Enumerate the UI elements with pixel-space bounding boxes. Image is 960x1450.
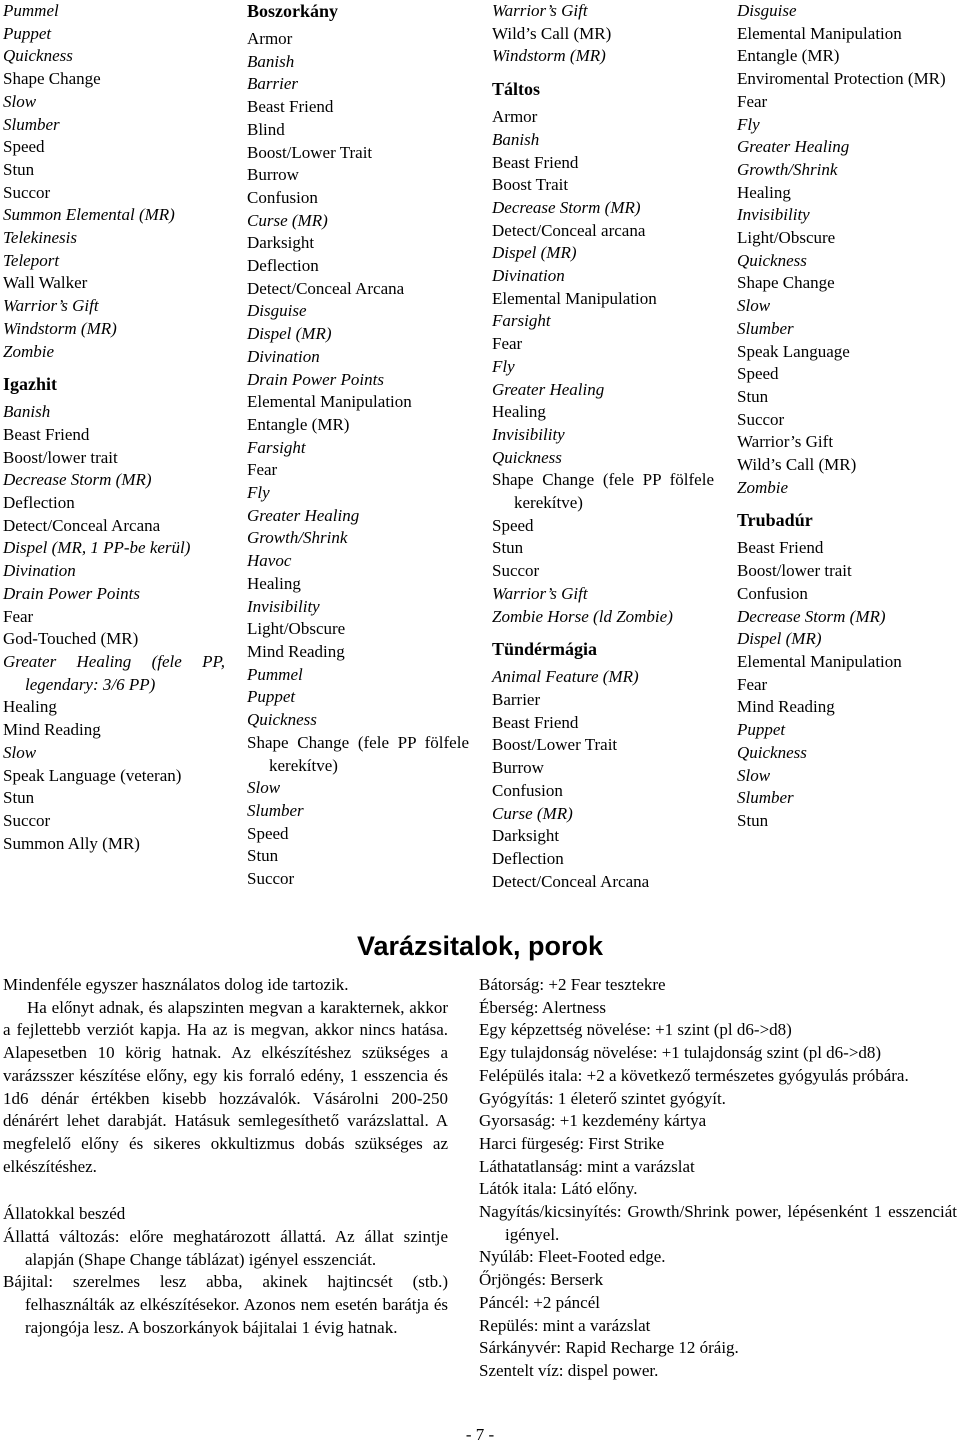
spell-item: Stun [737,386,769,406]
spell-item: Warrior’s Gift [3,296,99,316]
spell-item: Slow [3,742,37,762]
spell-item: Slow [247,778,281,798]
spell-item: Drain Power Points [3,583,140,603]
spell-item: Deflection [3,493,75,513]
spell-item: Armor [492,107,538,127]
spell-item: Shape Change (fele PP fölfele kerekítve) [247,732,469,775]
spell-item: Burrow [492,758,544,778]
spell-item: Elemental Manipulation [737,23,902,43]
spell-item: Stun [3,788,35,808]
potion-entry: Gyorsaság: +1 kezdemény kártya [479,1111,707,1131]
spell-item: Confusion [492,780,563,800]
spell-item: Fear [3,606,34,626]
potion-entry: Látók itala: Látó előny. [479,1179,638,1199]
spell-item: Quickness [492,447,562,467]
spell-item: Succor [492,561,540,581]
spell-item: Speed [3,137,45,157]
spell-item: Fear [737,674,768,694]
spell-item: Dispel (MR) [492,243,577,263]
spell-item: Burrow [247,165,299,185]
spell-item: Healing [492,402,546,422]
spell-item: Invisibility [247,596,320,616]
potion-entry: Felépülés itala: +2 a következő természetes gyógyulás próbára. [479,1065,909,1085]
intro-first-line: Mindenféle egyszer használatos dolog ide tartozik. [3,975,349,994]
spell-item: God-Touched (MR) [3,629,139,649]
spell-item: Warrior’s Gift [737,432,834,452]
spell-item: Succor [3,810,51,830]
spell-item: Succor [3,182,51,202]
spell-item: Dispel (MR) [737,629,822,649]
spell-item: Speed [247,823,289,843]
spell-item: Zombie [3,341,54,361]
potion-entry: Nyúláb: Fleet-Footed edge. [479,1247,666,1267]
spell-item: Slumber [737,788,794,808]
spell-item: Greater Healing (fele PP, legendary: 3/6 PP) [3,651,225,694]
spell-item: Fear [492,334,523,354]
potion-entry: Éberség: Alertness [479,997,606,1017]
spell-item: Boost Trait [492,175,569,195]
potion-entry: Bájital: szerelmes lesz abba, akinek hajtincsét (stb.) felhasználták az elkészítésekor. Azonos nem esetén barátja és rajongója lesz. A boszorkányok bájitalai 1 évig hatnak. [3,1272,448,1337]
spell-item: Fear [247,460,278,480]
spell-item: Greater Healing [737,137,850,157]
spell-item: Darksight [492,826,560,846]
spell-item: Windstorm (MR) [492,46,606,66]
potion-entry: Őrjöngés: Berserk [479,1270,604,1290]
spell-item: Warrior’s Gift [492,1,588,20]
spell-item: Zombie Horse (ld Zombie) [492,606,673,626]
spell-item: Detect/Conceal Arcana [247,278,405,298]
spell-item: Elemental Manipulation [492,288,657,308]
spell-item: Confusion [247,187,318,207]
spell-item: Quickness [3,46,73,66]
spell-item: Quickness [737,250,807,270]
spell-item: Speak Language (veteran) [3,765,182,785]
spell-item: Detect/Conceal Arcana [3,515,161,535]
spell-item: Succor [737,409,785,429]
spell-item: Speak Language [737,341,850,361]
potion-entry: Sárkányvér: Rapid Recharge 12 óráig. [479,1338,739,1358]
potion-list-right [479,974,957,1383]
section-title: Varázsitalok, porok [356,931,604,961]
spell-item: Decrease Storm (MR) [492,197,641,217]
spell-item: Boost/lower trait [737,561,852,581]
spell-item: Decrease Storm (MR) [737,606,886,626]
spell-item: Fear [737,91,768,111]
potion-entry: Állattá változás: előre meghatározott állattá. Az állat szintje alapján (Shape Change táblázat) igényel esszenciát. [3,1227,448,1269]
spell-item: Barrier [492,689,541,709]
potion-entry: Bátorság: +2 Fear tesztekre [479,975,666,994]
spell-item: Slumber [247,800,304,820]
spell-item: Invisibility [737,205,810,225]
spell-item: Banish [247,51,295,71]
potion-entry: Egy tulajdonság növelése: +1 tulajdonság szint (pl d6->d8) [479,1043,882,1063]
spell-item: Zombie [737,477,788,497]
spell-item: Mind Reading [3,720,101,740]
spell-item: Warrior’s Gift [492,583,588,603]
spell-item: Curse (MR) [492,803,573,823]
spell-column-2 [247,0,469,891]
spell-item: Teleport [3,250,60,270]
potion-entry: Szentelt víz: dispel power. [479,1360,659,1380]
section-heading: Igazhit [3,374,57,395]
spell-item: Confusion [737,583,808,603]
spell-item: Curse (MR) [247,210,328,230]
spell-item: Divination [492,266,565,286]
spell-item: Shape Change [737,273,835,293]
spell-item: Enviromental Protection (MR) [737,69,946,89]
spell-item: Entangle (MR) [247,414,350,434]
spell-item: Pummel [3,1,59,20]
spell-item: Healing [247,573,301,593]
spell-item: Slumber [3,114,60,134]
spell-item: Slow [737,765,771,785]
potion-entry: Repülés: mint a varázslat [479,1315,651,1335]
spell-item: Stun [737,810,769,830]
spell-item: Pummel [247,664,303,684]
page-number: - 7 - [465,1425,495,1444]
spell-item: Quickness [737,742,807,762]
spell-item: Puppet [247,687,296,707]
spell-item: Invisibility [492,424,565,444]
spell-item: Stun [247,846,279,866]
spell-item: Detect/Conceal arcana [492,220,646,240]
spell-item: Succor [247,869,295,889]
spell-item: Blind [247,119,285,139]
spell-column-3 [492,0,714,893]
spell-item: Darksight [247,233,315,253]
spell-item: Disguise [737,1,797,20]
spell-item: Summon Elemental (MR) [3,205,175,225]
spell-item: Dispel (MR) [247,324,332,344]
spell-item: Barrier [247,74,298,94]
potion-entry: Páncél: +2 páncél [479,1292,600,1312]
spell-item: Fly [492,356,515,376]
potion-entry: Nagyítás/kicsinyítés: Growth/Shrink power, lépésenként 1 esszenciát igényel. [479,1202,957,1244]
section-heading: Tündérmágia [492,639,598,660]
spell-item: Beast Friend [3,424,90,444]
intro-paragraph: Ha előnyt adnak, és alapszinten megvan a karakternek, akkor a fejlettebb verziót kapja. Ha az is megvan, akkor nincs hatása. Alapesetben 10 körig hatnak. Az elkészítéshez szükséges a varázsszer készítése előny, egy kis forraló edény, 1 esszencia és 1d6 dénár értékben kisebb hozzávalók. Vásárolni 200-250 dénárért lehet darabját. Hatásuk semlegesíthető varázslattal. A megfelelő előny és sikeres okkultizmus dobás szükséges az elkészítéshez. [3,997,448,1176]
spell-item: Greater Healing [492,379,605,399]
spell-item: Wall Walker [3,273,88,293]
spell-item: Speed [492,515,534,535]
spell-column-1 [3,0,225,855]
spell-item: Speed [737,364,779,384]
spell-item: Armor [247,29,293,48]
spell-item: Stun [3,159,35,179]
spell-item: Light/Obscure [247,619,346,639]
spell-item: Drain Power Points [247,369,384,389]
spell-item: Beast Friend [737,538,824,558]
spell-item: Puppet [737,720,786,740]
section-heading: Boszorkány [247,1,339,21]
spell-item: Decrease Storm (MR) [3,470,152,490]
spell-item: Windstorm (MR) [3,318,117,338]
potion-entry: Láthatatlanság: mint a varázslat [479,1156,695,1176]
spell-item: Disguise [247,301,307,321]
spell-item: Deflection [492,848,564,868]
spell-item: Farsight [247,437,306,457]
spell-item: Telekinesis [3,228,77,248]
spell-item: Greater Healing [247,505,360,525]
spell-item: Quickness [247,710,317,730]
spell-item: Entangle (MR) [737,46,840,66]
spell-item: Boost/lower trait [3,447,118,467]
section-heading: Trubadúr [737,510,813,531]
spell-item: Boost/Lower Trait [492,735,618,755]
potion-entry: Állatokkal beszéd [3,1204,126,1224]
spell-item: Mind Reading [737,697,835,717]
spell-item: Boost/Lower Trait [247,142,373,162]
spell-item: Slow [3,91,37,111]
section-heading: Táltos [492,79,541,100]
spell-item: Growth/Shrink [247,528,348,548]
spell-item: Havoc [247,551,292,571]
spell-item: Deflection [247,256,319,276]
spell-item: Wild’s Call (MR) [737,455,857,475]
potion-entry: Harci fürgeség: First Strike [479,1133,665,1153]
spell-item: Dispel (MR, 1 PP-be kerül) [3,538,191,558]
spell-item: Beast Friend [492,152,579,172]
spell-item: Wild’s Call (MR) [492,23,612,43]
spell-item: Mind Reading [247,641,345,661]
spell-item: Growth/Shrink [737,159,838,179]
spell-item: Shape Change [3,69,101,89]
spell-item: Slow [737,296,771,316]
spell-item: Beast Friend [247,97,334,117]
spell-item: Elemental Manipulation [737,651,902,671]
spell-item: Banish [492,129,540,149]
spell-item: Fly [737,114,760,134]
spell-item: Shape Change (fele PP fölfele kerekítve) [492,470,714,513]
spell-item: Light/Obscure [737,228,836,248]
spell-item: Divination [247,346,320,366]
potion-list-left [3,1203,448,1339]
spell-item: Healing [737,182,791,202]
potion-entry: Gyógyítás: 1 életerő szintet gyógyít. [479,1088,726,1108]
potion-entry: Egy képzettség növelése: +1 szint (pl d6->d8) [479,1020,792,1040]
potions-left-column [3,974,448,1340]
spell-item: Puppet [3,23,52,43]
spell-item: Banish [3,402,51,422]
spell-item: Healing [3,697,57,717]
spell-item: Farsight [492,311,551,331]
spell-item: Stun [492,538,524,558]
spell-item: Elemental Manipulation [247,392,412,412]
spell-item: Beast Friend [492,712,579,732]
spell-item: Detect/Conceal Arcana [492,871,650,891]
spell-item: Summon Ally (MR) [3,833,140,853]
spell-column-4 [737,0,959,833]
spell-item: Animal Feature (MR) [492,667,639,687]
spell-item: Slumber [737,318,794,338]
spell-item: Fly [247,483,270,503]
spell-item: Divination [3,561,76,581]
